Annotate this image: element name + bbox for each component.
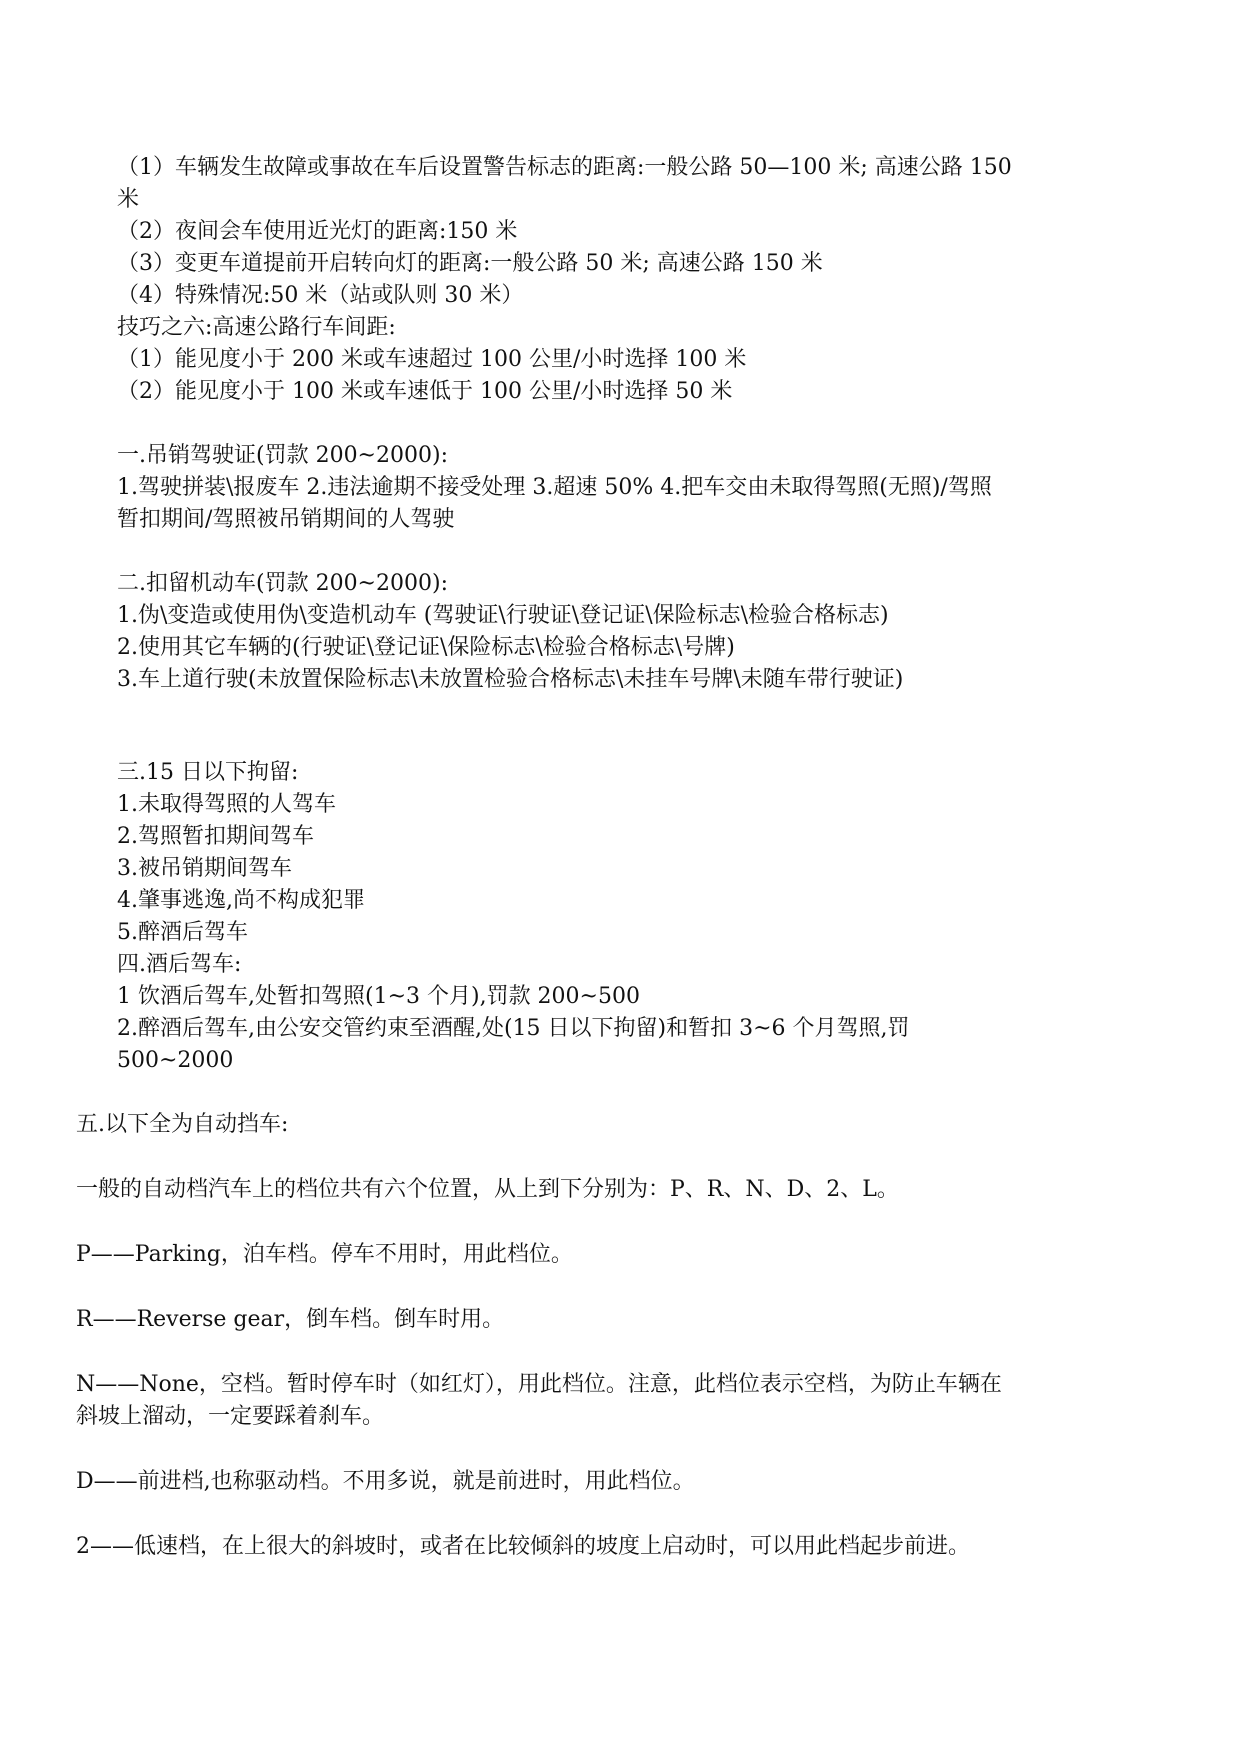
section-heading: 四.酒后驾车:: [117, 952, 242, 977]
gear-d-line: D——前进档,也称驱动档。不用多说，就是前进时，用此档位。: [76, 1469, 695, 1494]
section-heading: 五.以下全为自动挡车:: [76, 1112, 289, 1137]
text-line: 2.使用其它车辆的(行驶证\登记证\保险标志\检验合格标志\号牌): [117, 635, 735, 660]
section-heading: 三.15 日以下拘留:: [117, 760, 299, 785]
text-line: 暂扣期间/驾照被吊销期间的人驾驶: [117, 507, 455, 532]
gear-n-line: N——None，空档。暂时停车时（如红灯），用此档位。注意，此档位表示空档，为防止车辆在: [76, 1372, 1002, 1397]
text-line: （4）特殊情况:50 米（站或队则 30 米）: [117, 283, 524, 308]
text-line: 1 饮酒后驾车,处暂扣驾照(1~3 个月),罚款 200~500: [117, 984, 640, 1009]
list-item: 2.驾照暂扣期间驾车: [117, 824, 314, 849]
text-line: （3）变更车道提前开启转向灯的距离:一般公路 50 米; 高速公路 150 米: [117, 251, 823, 276]
list-item: 4.肇事逃逸,尚不构成犯罪: [117, 888, 365, 913]
gear-2-line: 2——低速档，在上很大的斜坡时，或者在比较倾斜的坡度上启动时，可以用此档起步前进。: [76, 1534, 970, 1559]
text-line: 1.伪\变造或使用伪\变造机动车 (驾驶证\行驶证\登记证\保险标志\检验合格标志): [117, 603, 889, 628]
text-line: 2.醉酒后驾车,由公安交管约束至酒醒,处(15 日以下拘留)和暂扣 3~6 个月驾照,罚: [117, 1016, 910, 1041]
text-line: 3.车上道行驶(未放置保险标志\未放置检验合格标志\未挂车号牌\未随车带行驶证): [117, 667, 904, 692]
gear-p-line: P——Parking，泊车档。停车不用时，用此档位。: [76, 1242, 573, 1267]
gear-r-line: R——Reverse gear，倒车档。倒车时用。: [76, 1307, 505, 1332]
text-line: （2）夜间会车使用近光灯的距离:150 米: [117, 219, 518, 244]
text-line: （1）能见度小于 200 米或车速超过 100 公里/小时选择 100 米: [117, 347, 747, 372]
list-item: 1.未取得驾照的人驾车: [117, 792, 336, 817]
text-line: 1.驾驶拼装\报废车 2.违法逾期不接受处理 3.超速 50% 4.把车交由未取得驾照(无照)/驾照: [117, 475, 992, 500]
section-heading: 一.吊销驾驶证(罚款 200~2000):: [117, 443, 448, 468]
list-item: 5.醉酒后驾车: [117, 920, 248, 945]
text-line: 一般的自动档汽车上的档位共有六个位置，从上到下分别为：P、R、N、D、2、L。: [76, 1177, 899, 1202]
list-item: 3.被吊销期间驾车: [117, 856, 292, 881]
text-line: 技巧之六:高速公路行车间距:: [117, 315, 396, 340]
gear-n-line-cont: 斜坡上溜动，一定要踩着刹车。: [76, 1404, 385, 1429]
text-line: 500~2000: [117, 1048, 234, 1073]
section-heading: 二.扣留机动车(罚款 200~2000):: [117, 571, 448, 596]
text-line: 米: [117, 187, 140, 212]
text-line: （2）能见度小于 100 米或车速低于 100 公里/小时选择 50 米: [117, 379, 733, 404]
text-line: （1）车辆发生故障或事故在车后设置警告标志的距离:一般公路 50—100 米; 高速公路 150: [117, 155, 1012, 180]
